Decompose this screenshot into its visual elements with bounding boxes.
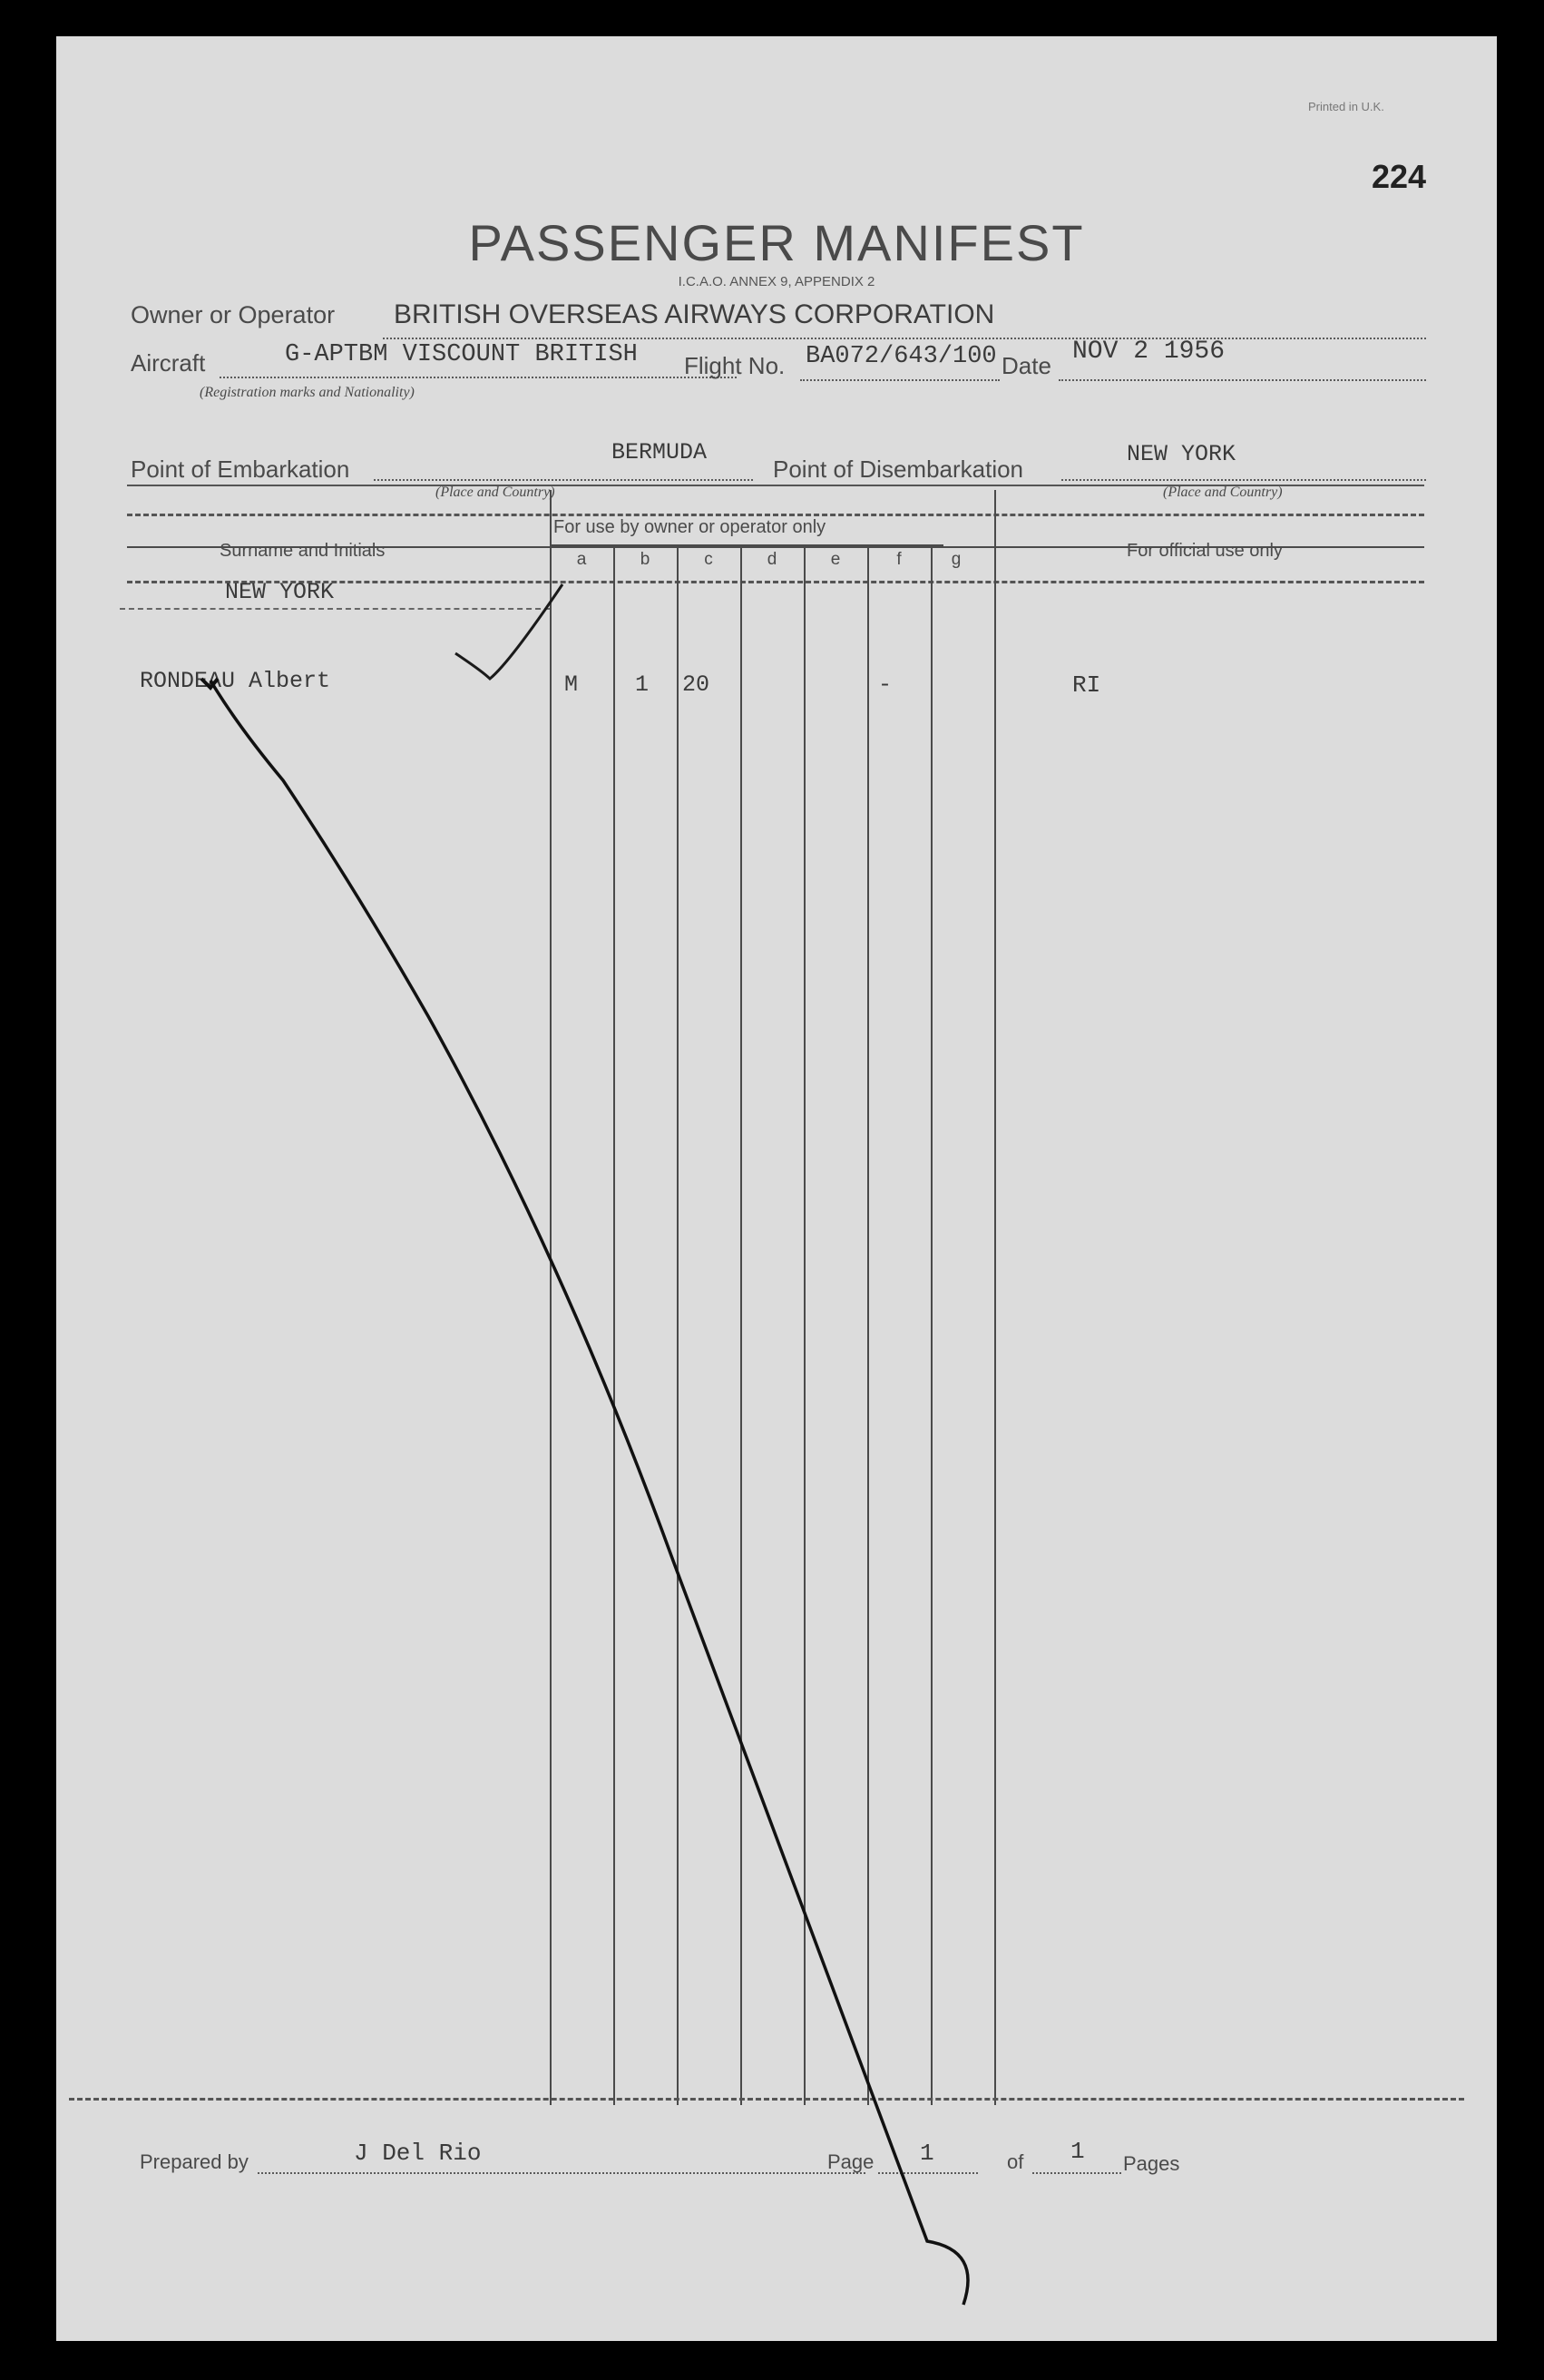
flight-number: BA072/643/100: [806, 343, 997, 370]
owner-value: BRITISH OVERSEAS AIRWAYS CORPORATION: [394, 299, 995, 329]
date-value: NOV 2 1956: [1072, 338, 1226, 366]
of-label: of: [1007, 2150, 1024, 2173]
of-value: 1: [1070, 2138, 1085, 2165]
page-number-stamp: 224: [1372, 158, 1427, 195]
embarkation-label: Point of Embarkation: [131, 455, 350, 483]
passenger-col-f: -: [878, 671, 893, 698]
flight-label: Flight No.: [684, 352, 786, 379]
check-mark: [455, 584, 562, 679]
aircraft-value: G-APTBM VISCOUNT BRITISH: [285, 341, 638, 368]
manifest-sheet: [56, 36, 1497, 2341]
prepared-by-value: J Del Rio: [354, 2140, 482, 2167]
column-a-header: a: [576, 550, 587, 569]
page-value: 1: [920, 2140, 934, 2167]
surname-header: Surname and Initials: [220, 541, 386, 561]
pages-label: Pages: [1123, 2152, 1180, 2175]
passenger-name: RONDEAU Albert: [140, 668, 331, 694]
passenger-col-c: 20: [682, 671, 710, 698]
column-d-header: d: [767, 550, 777, 569]
cancel-line: [210, 681, 968, 2305]
page-title: PASSENGER MANIFEST: [468, 214, 1085, 271]
disembarkation-value: NEW YORK: [1127, 441, 1236, 467]
prepared-by-label: Prepared by: [140, 2150, 249, 2173]
handwritten-marks: [56, 36, 1497, 2341]
embarkation-value: BERMUDA: [611, 439, 708, 465]
embarkation-note: (Place and Country): [435, 485, 555, 500]
passenger-official-note: RI: [1072, 671, 1101, 699]
column-c-header: c: [704, 550, 713, 569]
aircraft-note: (Registration marks and Nationality): [200, 385, 415, 400]
printed-in-note: Printed in U.K.: [1308, 100, 1384, 113]
disembarkation-label: Point of Disembarkation: [773, 455, 1024, 483]
aircraft-label: Aircraft: [131, 349, 206, 377]
column-b-header: b: [640, 550, 650, 569]
date-label: Date: [1002, 352, 1051, 379]
owner-label: Owner or Operator: [131, 301, 336, 328]
owner-use-header: For use by owner or operator only: [553, 517, 826, 537]
disembarkation-note: (Place and Country): [1163, 485, 1283, 500]
destination-heading: NEW YORK: [225, 579, 335, 605]
column-e-header: e: [830, 550, 841, 569]
column-g-header: g: [951, 550, 962, 569]
official-use-header: For official use only: [1127, 541, 1283, 561]
passenger-col-b: 1: [635, 671, 650, 698]
page-label: Page: [827, 2150, 875, 2173]
passenger-col-a: M: [564, 671, 579, 698]
page-subtitle: I.C.A.O. ANNEX 9, APPENDIX 2: [678, 274, 875, 289]
column-f-header: f: [896, 550, 902, 569]
